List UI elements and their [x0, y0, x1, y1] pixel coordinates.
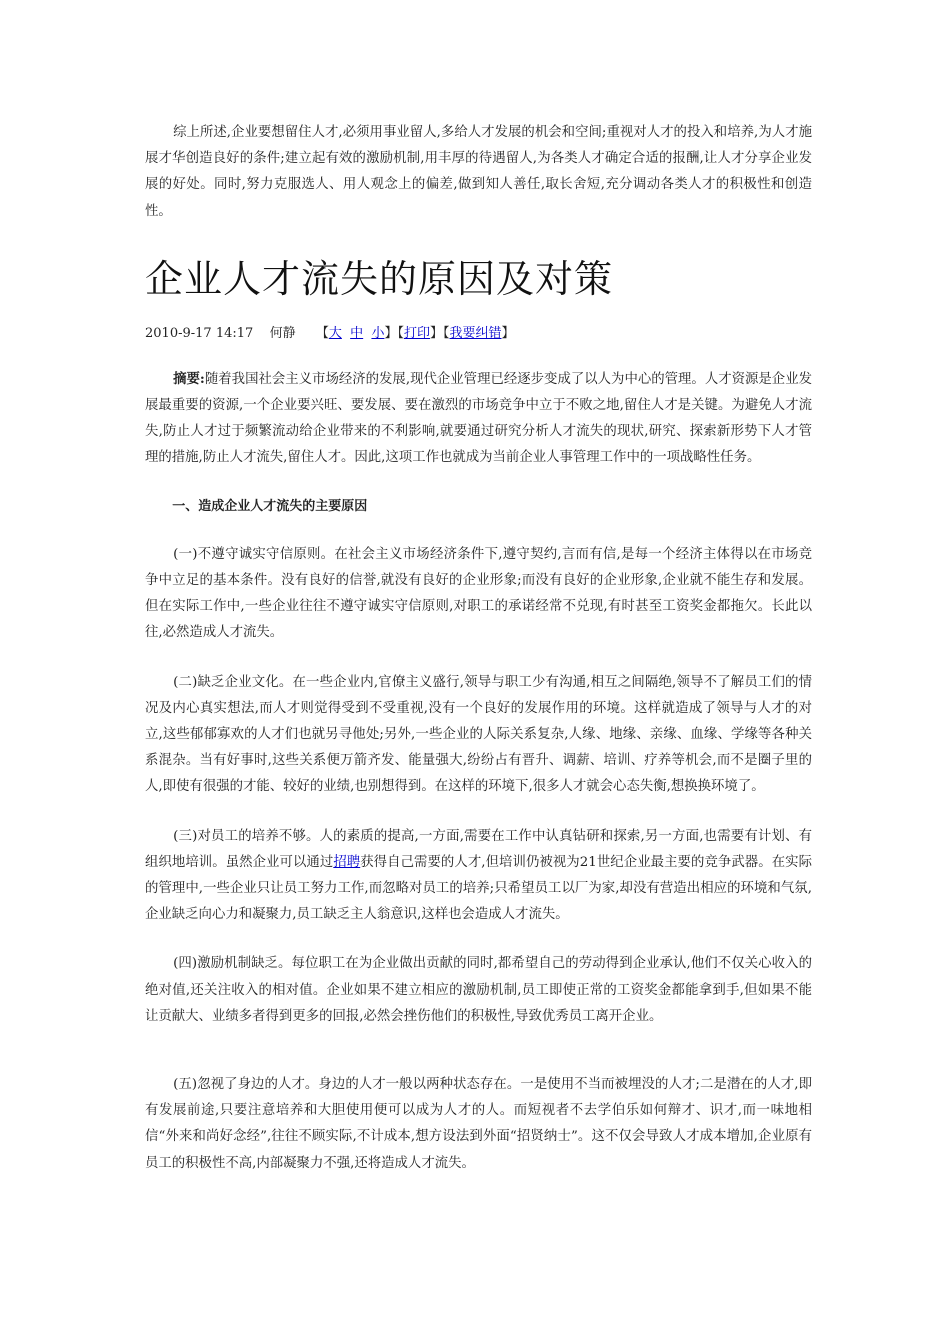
font-size-medium-link[interactable]: 中 [350, 325, 364, 341]
cause-paragraph-3: (三)对员工的培养不够。人的素质的提高,一方面,需要在工作中认真钻研和探索,另一方面,也需要有计划、有组织地培训。虽然企业可以通过招聘获得自己需要的人才,但培训仍被视为21世纪企业最主要的竞争武器。在实际的管理中,一些企业只让员工努力工作,而忽略对员工的培养;只希望员工以厂为家,却没有营造出相应的环境和气氛,企业缺乏向心力和凝聚力,员工缺乏主人翁意识,这样也会造成人才流失。 [145, 828, 813, 923]
intro-paragraph: 综上所述,企业要想留住人才,必须用事业留人,多给人才发展的机会和空间;重视对人才的投入和培养,为人才施展才华创造良好的条件;建立起有效的激励机制,用丰厚的待遇留人,为各类人才确定合适的报酬,让人才分享企业发展的好处。同时,努力克服选人、用人观念上的偏差,做到知人善任,取长舍短,充分调动各类人才的积极性和创造性。 [145, 125, 812, 219]
cause-paragraph-4: (四)激励机制缺乏。每位职工在为企业做出贡献的同时,都希望自己的劳动得到企业承认,他们不仅关心收入的绝对值,还关注收入的相对值。企业如果不建立相应的激励机制,员工即使正常的工资奖金都能拿到手,但如果不能让贡献大、业绩多者得到更多的回报,必然会挫伤他们的积极性,导致优秀员工离开企业。 [145, 956, 812, 1024]
print-link[interactable]: 打印 [403, 325, 430, 341]
section-heading: 一、造成企业人才流失的主要原因 [172, 498, 368, 514]
article [145, 120, 812, 1177]
font-size-large-link[interactable]: 大 [328, 325, 342, 341]
publish-date: 2010-9-17 14:17 [145, 325, 254, 341]
font-size-small-link[interactable]: 小 [371, 325, 385, 341]
report-error-link[interactable]: 我要纠错 [449, 325, 502, 341]
cause-paragraph-2: (二)缺乏企业文化。在一些企业内,官僚主义盛行,领导与职工少有沟通,相互之间隔绝,领导不了解员工们的情况及内心真实想法,而人才则觉得受到不受重视,没有一个良好的发展作用的环境。这样就造成了领导与人才的对立,这些郁郁寡欢的人才们也就另寻他处;另外,一些企业的人际关系复杂,人缘、地缘、亲缘、血缘、学缘等各种关系混杂。当有好事时,这些关系便万箭齐发、能量强大,纷纷占有晋升、调薪、培训、疗养等机会,而不是圈子里的人,即使有很强的才能、较好的业绩,也别想得到。在这样的环境下,很多人才就会心态失衡,想换换环境了。 [145, 674, 812, 795]
cause-paragraph-1: (一)不遵守诚实守信原则。在社会主义市场经济条件下,遵守契约,言而有信,是每一个经济主体得以在市场竞争中立足的基本条件。没有良好的信誉,就没有良好的企业形象;而没有良好的企业形象,企业就不能生存和发展。但在实际工作中,一些企业往往不遵守诚实守信原则,对职工的承诺经常不兑现,有时甚至工资奖金都拖欠。长此以往,必然造成人才流失。 [145, 546, 812, 641]
page-title: 企业人才流失的原因及对策 [145, 256, 614, 301]
article-meta: 2010-9-17 14:17 何静 【大 中 小】【打印】【我要纠错】 [145, 325, 515, 341]
abstract-label: 摘要: [173, 370, 205, 387]
author-name: 何静 [269, 325, 296, 341]
cause-paragraph-5: (五)忽视了身边的人才。身边的人才一般以两种状态存在。一是使用不当而被埋没的人才;二是潜在的人才,即有发展前途,只要注意培养和大胆使用便可以成为人才的人。而短视者不去学伯乐如何辩才、识才,而一味地相信“外来和尚好念经”,往往不顾实际,不计成本,想方设法到外面“招贤纳士”。这不仅会导致人才成本增加,企业原有员工的积极性不高,内部凝聚力不强,还将造成人才流失。 [145, 1077, 812, 1171]
abstract-text: 随着我国社会主义市场经济的发展,现代企业管理已经逐步变成了以人为中心的管理。人才资源是企业发展最重要的资源,一个企业要兴旺、要发展、要在激烈的市场竞争中立于不败之地,留住人才是关键。为避免人才流失,防止人才过于频繁流动给企业带来的不利影响,就要通过研究分析人才流失的现状,研究、探索新形势下人才管理的措施,防止人才流失,留住人才。因此,这项工作也就成为当前企业人事管理工作中的一项战略性任务。 [145, 371, 812, 466]
recruitment-link[interactable]: 招聘 [333, 854, 361, 870]
abstract-paragraph [145, 366, 812, 472]
